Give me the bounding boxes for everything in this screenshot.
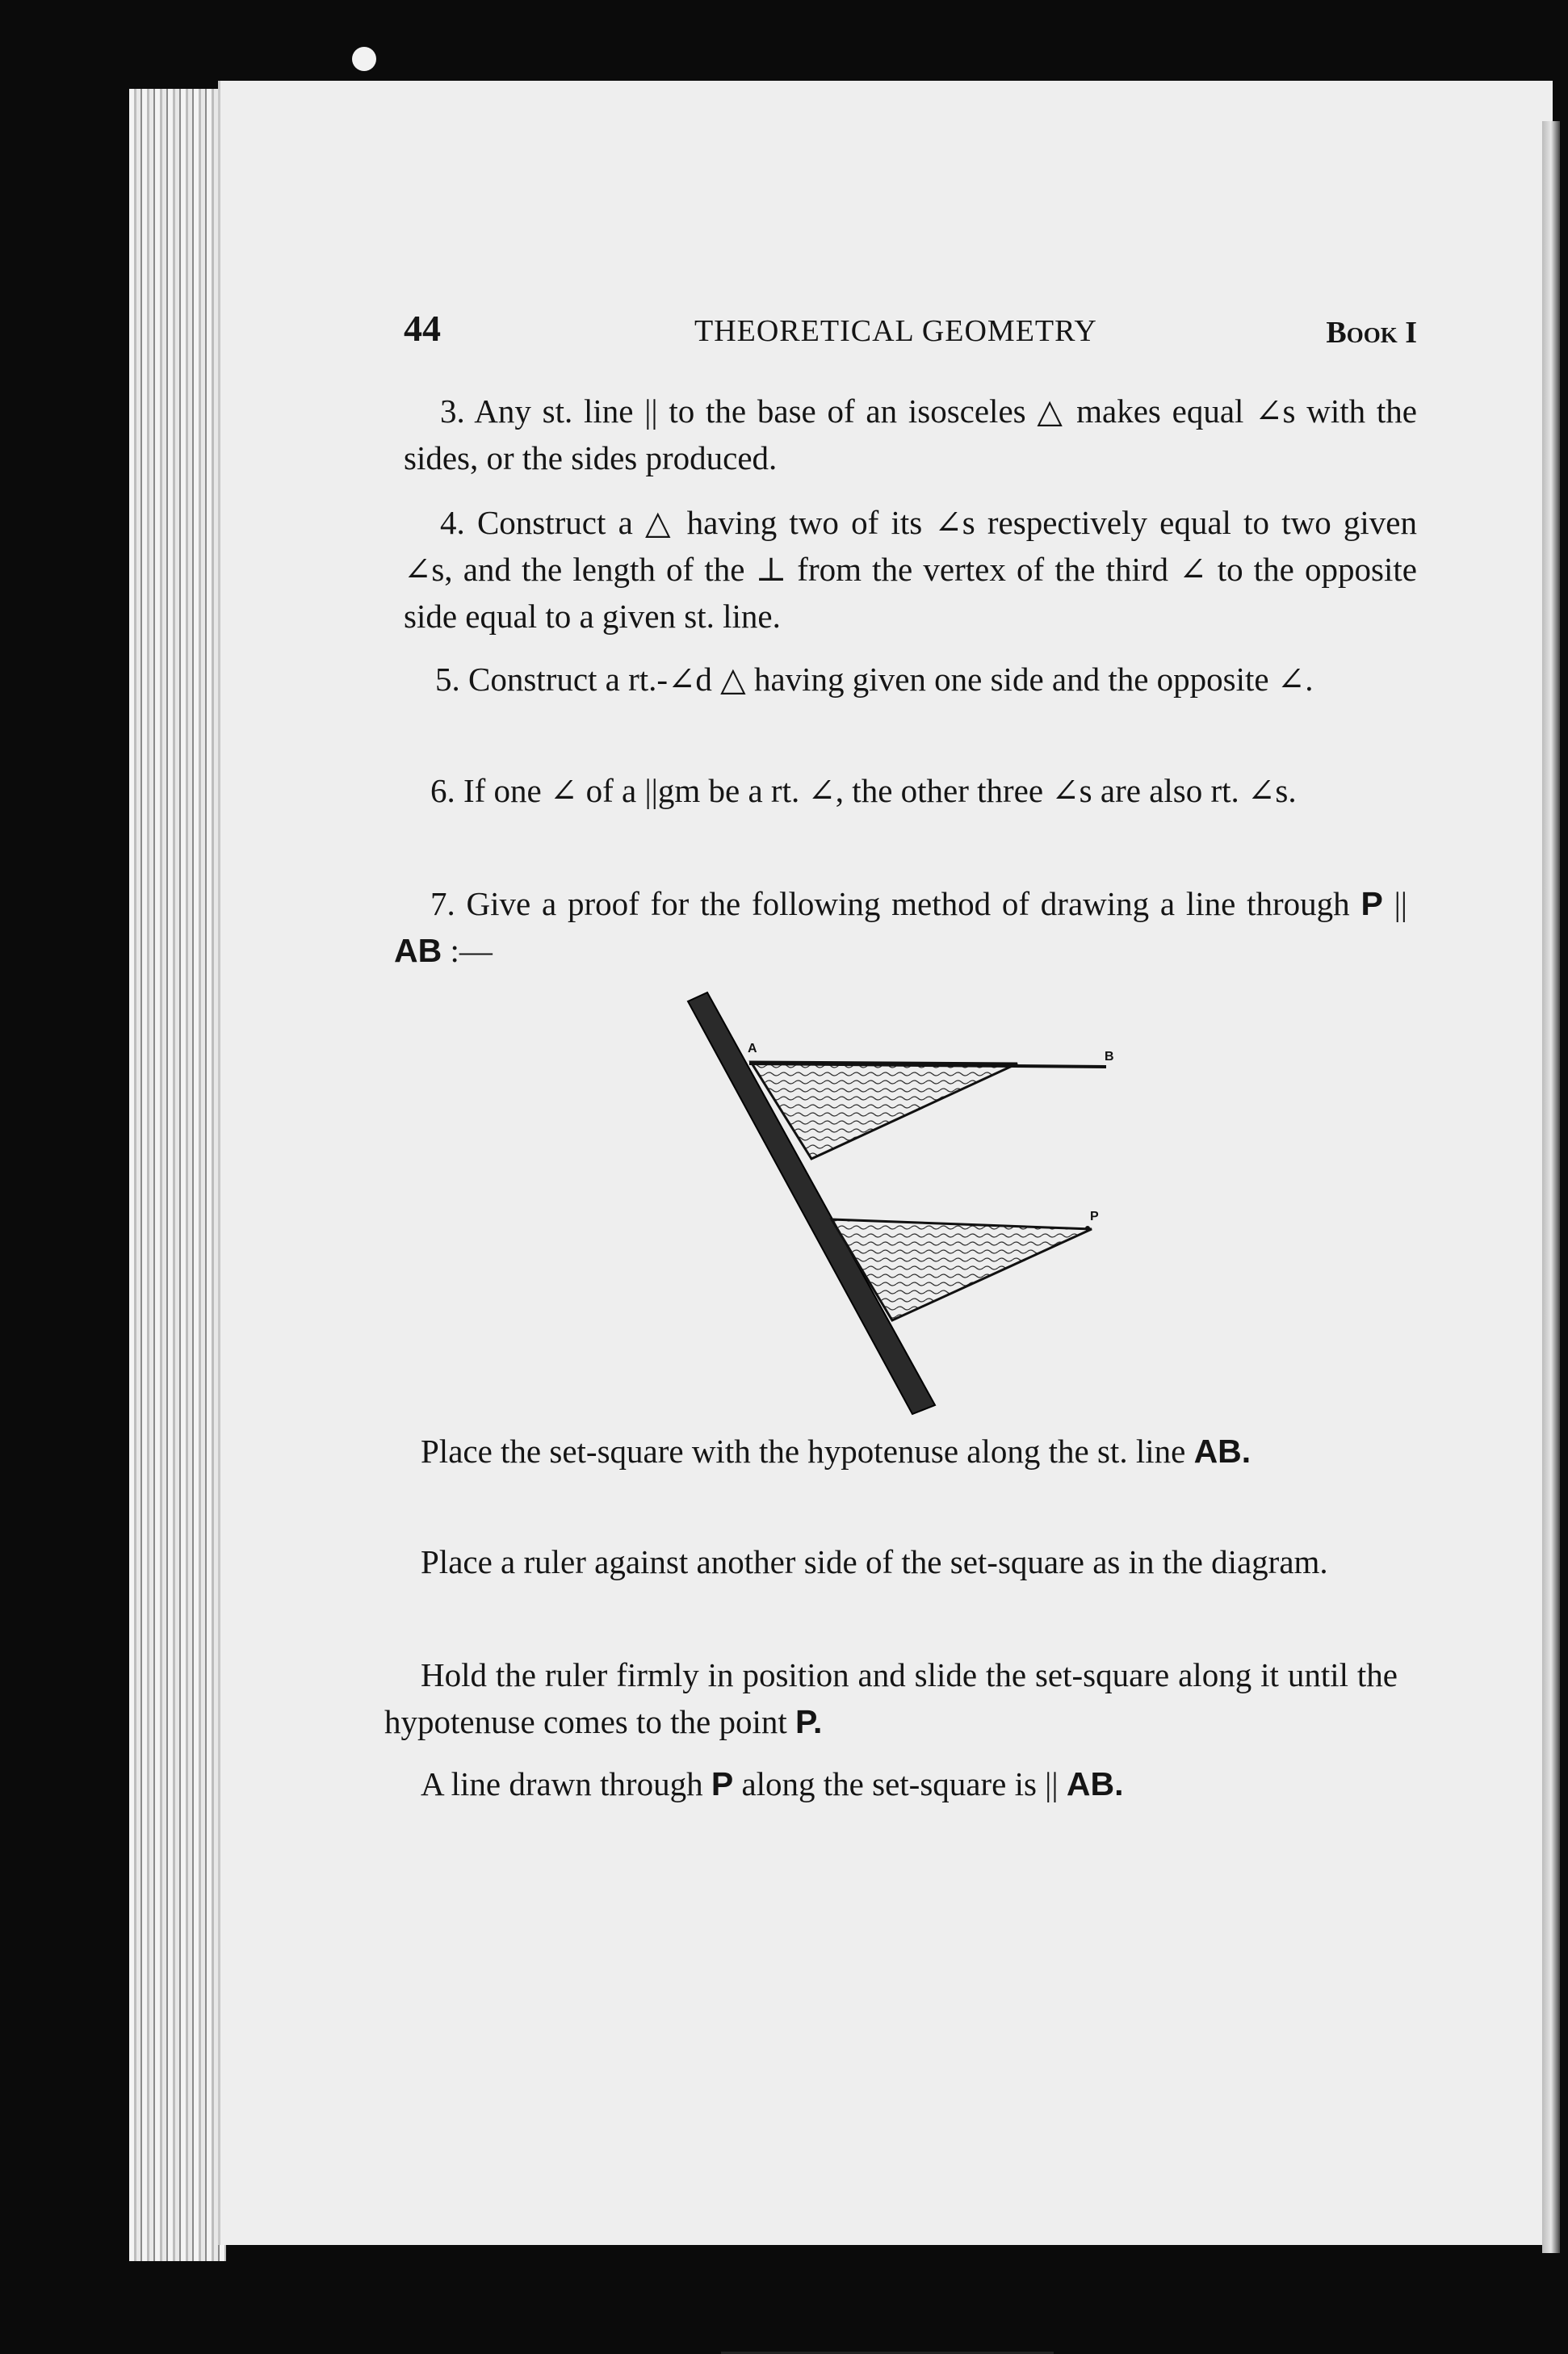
label-b: B xyxy=(1105,1050,1114,1064)
set-square-diagram xyxy=(678,989,1130,1417)
step-text: Place a ruler against another side of the set-square as in the diagram. xyxy=(421,1543,1328,1580)
step-2 xyxy=(384,1538,1398,1585)
step-4 xyxy=(384,1760,1398,1807)
exercise-5 xyxy=(399,656,1412,703)
exercise-text: If one ∠ of a ||gm be a rt. ∠, the other three ∠s are also rt. ∠s. xyxy=(463,772,1297,809)
scan-speck xyxy=(352,47,376,71)
line-ab: AB. xyxy=(1193,1433,1251,1470)
step-1 xyxy=(384,1428,1398,1475)
line-ab: AB. xyxy=(1066,1765,1124,1802)
exercise-7 xyxy=(394,880,1407,974)
exercise-number: 4. xyxy=(440,504,465,541)
exercise-text-end: :— xyxy=(450,932,493,969)
step-text: along the set-square is || xyxy=(741,1765,1059,1802)
point-p: P xyxy=(1360,885,1383,922)
step-3 xyxy=(384,1651,1398,1745)
point-p: P. xyxy=(795,1703,823,1740)
point-p-mark xyxy=(1085,1226,1090,1231)
exercise-text: Any st. line || to the base of an isosceles △ makes equal ∠s with the sides, or the sides produced. xyxy=(404,392,1417,476)
label-p: P xyxy=(1090,1210,1099,1223)
exercise-number: 7. xyxy=(430,885,455,922)
running-title: THEORETICAL GEOMETRY xyxy=(694,314,1097,348)
line-ab: AB xyxy=(394,932,442,969)
exercise-3 xyxy=(404,388,1417,481)
parallel-symbol: || xyxy=(1394,885,1407,922)
exercise-number: 5. xyxy=(435,661,460,698)
ruler xyxy=(688,992,935,1414)
book-spine-edges xyxy=(129,89,226,2261)
label-a: A xyxy=(748,1042,757,1055)
page-number: 44 xyxy=(404,308,441,349)
exercise-number: 3. xyxy=(440,392,465,430)
exercise-text: Construct a △ having two of its ∠s respectively equal to two given ∠s, and the length of the ⊥ from the vertex of the third ∠ to the opposite side equal to a given st. line. xyxy=(404,504,1418,635)
step-text: Hold the ruler firmly in position and slide the set-square along it until the hypotenuse comes to the point xyxy=(384,1656,1398,1740)
book-label: Book I xyxy=(1326,316,1417,350)
exercise-text: Give a proof for the following method of drawing a line through xyxy=(466,885,1350,922)
point-p: P xyxy=(711,1765,734,1802)
page-right-edge xyxy=(1542,121,1560,2253)
exercise-6 xyxy=(394,767,1407,814)
page-header xyxy=(404,307,1417,363)
exercise-4 xyxy=(404,499,1417,640)
step-text: A line drawn through xyxy=(421,1765,703,1802)
exercise-number: 6. xyxy=(430,772,455,809)
exercise-text: Construct a rt.-∠d △ having given one side and the opposite ∠. xyxy=(468,661,1314,698)
step-text: Place the set-square with the hypotenuse along the st. line xyxy=(421,1433,1186,1470)
